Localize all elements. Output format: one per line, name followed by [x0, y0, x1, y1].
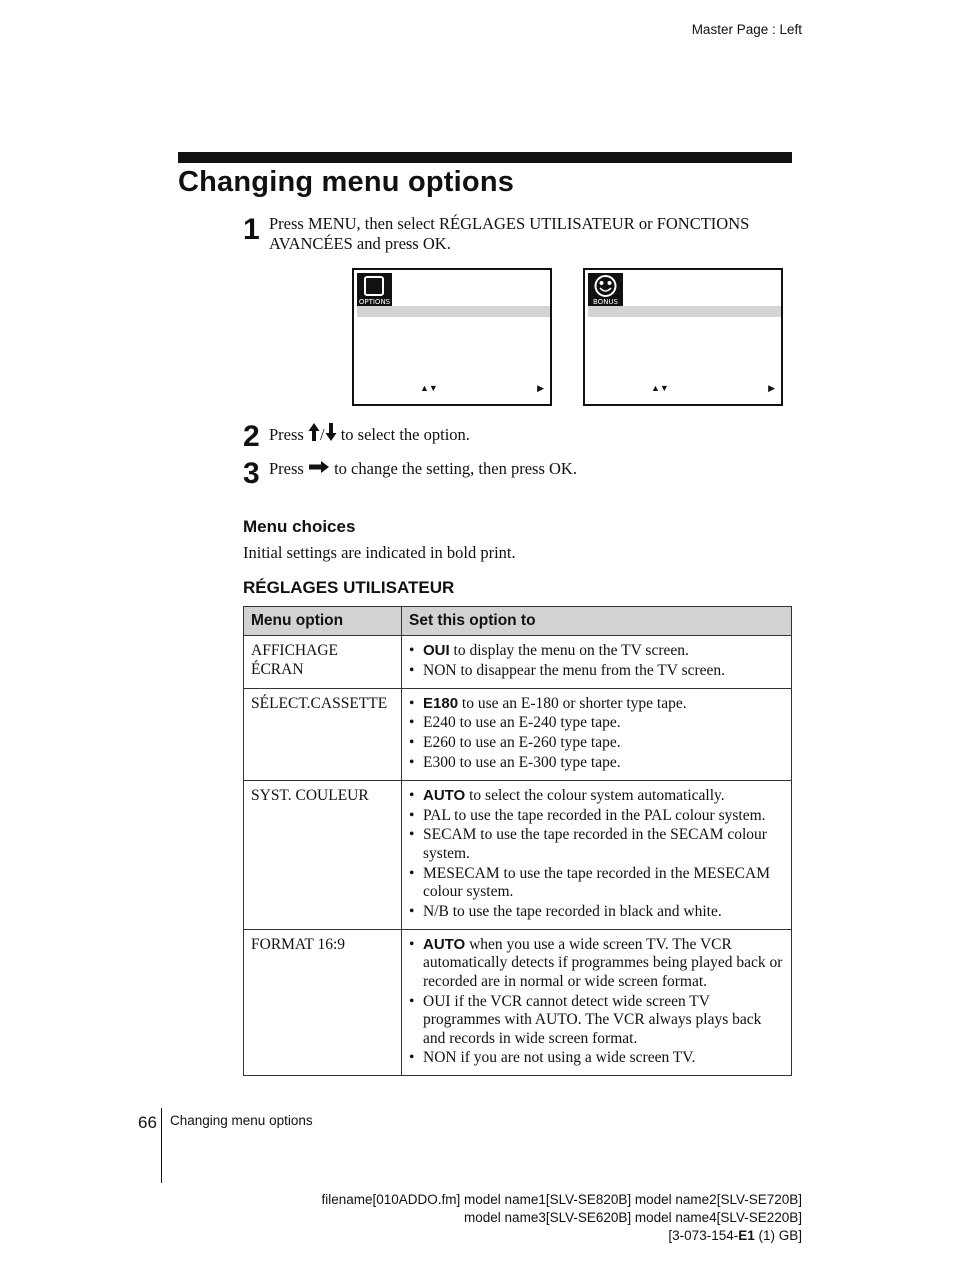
bonus-menu-icon — [588, 273, 623, 307]
column-header-menu-option: Menu option — [244, 607, 402, 636]
list-item — [409, 826, 784, 863]
step-1-number: 1 — [243, 213, 260, 246]
setting-cell — [402, 636, 792, 689]
setting-list — [409, 642, 784, 680]
list-item — [409, 936, 784, 992]
options-menu-icon — [357, 273, 392, 307]
menu-screen-options — [352, 268, 552, 406]
table-row — [244, 636, 792, 689]
page-number: 66 — [138, 1113, 157, 1132]
file-info-line-1: filename[010ADDO.fm] model name1[SLV-SE820B] model name2[SLV-SE720B] — [321, 1192, 802, 1207]
running-title: Changing menu options — [170, 1113, 313, 1128]
menu-choices-note: Initial settings are indicated in bold print. — [243, 543, 516, 562]
setting-description: NON to disappear the menu from the TV screen. — [423, 661, 726, 679]
setting-list — [409, 695, 784, 773]
list-item — [409, 642, 784, 661]
step-2-text: Press / to select the option. — [269, 422, 470, 445]
table-row — [244, 929, 792, 1075]
menu-option-cell: FORMAT 16:9 — [244, 929, 402, 1075]
list-item — [409, 903, 784, 922]
file-info — [321, 1191, 802, 1245]
menu-option-cell: SÉLECT.CASSETTE — [244, 688, 402, 780]
list-item — [409, 787, 784, 806]
setting-description: N/B to use the tape recorded in black and white. — [423, 902, 722, 920]
down-arrow-icon — [325, 422, 337, 442]
setting-description: to display the menu on the TV screen. — [449, 642, 689, 659]
step-1-line-2: AVANCÉES and press OK. — [269, 234, 451, 253]
setting-description: NON if you are not using a wide screen TV. — [423, 1049, 696, 1067]
setting-description: to use an E-180 or shorter type tape. — [458, 694, 687, 712]
setting-cell — [402, 929, 792, 1075]
list-item — [409, 695, 784, 714]
menu-choices-heading: Menu choices — [243, 517, 356, 536]
default-setting-value: AUTO — [423, 786, 466, 804]
list-item — [409, 807, 784, 826]
right-arrow-icon — [308, 460, 330, 474]
step-1-text — [269, 214, 799, 254]
master-page-label: Master Page : Left — [691, 22, 802, 37]
bonus-icon-label: BONUS — [593, 298, 618, 306]
footer-divider — [161, 1108, 162, 1183]
setting-description: PAL to use the tape recorded in the PAL colour system. — [423, 806, 766, 824]
step-3-text: Press to change the setting, then press OK. — [269, 459, 577, 478]
setting-description: to select the colour system automatically. — [465, 786, 725, 804]
right-arrow-icon: ▶ — [768, 383, 775, 393]
up-down-arrows-icon: ▲▼ — [420, 383, 438, 393]
page-title: Changing menu options — [178, 166, 515, 198]
default-setting-value: AUTO — [423, 935, 466, 953]
menu-screen-bonus — [583, 268, 783, 406]
list-item — [409, 993, 784, 1049]
setting-description: E260 to use an E-260 type tape. — [423, 734, 621, 752]
menu-highlight-bar — [588, 306, 781, 317]
step-3-number: 3 — [243, 457, 260, 490]
list-item — [409, 714, 784, 733]
file-info-line-3: [3-073-154-E1 (1) GB] — [668, 1228, 802, 1243]
table-header-row — [244, 607, 792, 636]
setting-cell — [402, 780, 792, 929]
list-item — [409, 662, 784, 681]
file-info-line-2: model name3[SLV-SE620B] model name4[SLV-SE220B] — [464, 1210, 802, 1225]
step-1-line-1: Press MENU, then select RÉGLAGES UTILISATEUR or FONCTIONS — [269, 214, 750, 233]
column-header-set-option: Set this option to — [402, 607, 792, 636]
up-arrow-icon — [308, 422, 320, 442]
menu-highlight-bar — [357, 306, 550, 317]
setting-description: when you use a wide screen TV. The VCR automatically detects if programmes being played back or recorded are in normal or wide screen format. — [423, 935, 783, 990]
menu-option-cell: AFFICHAGE ÉCRAN — [244, 636, 402, 689]
step-2-number: 2 — [243, 420, 260, 453]
bonus-face-icon — [588, 274, 623, 300]
table-row — [244, 780, 792, 929]
setting-list — [409, 936, 784, 1068]
list-item — [409, 1049, 784, 1068]
setting-description: E240 to use an E-240 type tape. — [423, 714, 621, 732]
setting-description: MESECAM to use the tape recorded in the MESECAM colour system. — [423, 864, 770, 901]
title-rule — [178, 152, 792, 163]
setting-cell — [402, 688, 792, 780]
default-setting-value: OUI — [423, 642, 450, 659]
setting-description: OUI if the VCR cannot detect wide screen TV programmes with AUTO. The VCR always plays back and records in wide screen format. — [423, 992, 762, 1047]
default-setting-value: E180 — [423, 694, 459, 712]
right-arrow-icon: ▶ — [537, 383, 544, 393]
options-icon-label: OPTIONS — [358, 298, 391, 306]
setting-description: E300 to use an E-300 type tape. — [423, 753, 621, 771]
menu-options-table — [243, 606, 792, 1076]
list-item — [409, 754, 784, 773]
section-heading: RÉGLAGES UTILISATEUR — [243, 578, 455, 597]
setting-list — [409, 787, 784, 922]
list-item — [409, 734, 784, 753]
table-row — [244, 688, 792, 780]
list-item — [409, 865, 784, 902]
up-down-arrows-icon: ▲▼ — [651, 383, 669, 393]
menu-option-cell: SYST. COULEUR — [244, 780, 402, 929]
setting-description: SECAM to use the tape recorded in the SECAM colour system. — [423, 826, 767, 862]
